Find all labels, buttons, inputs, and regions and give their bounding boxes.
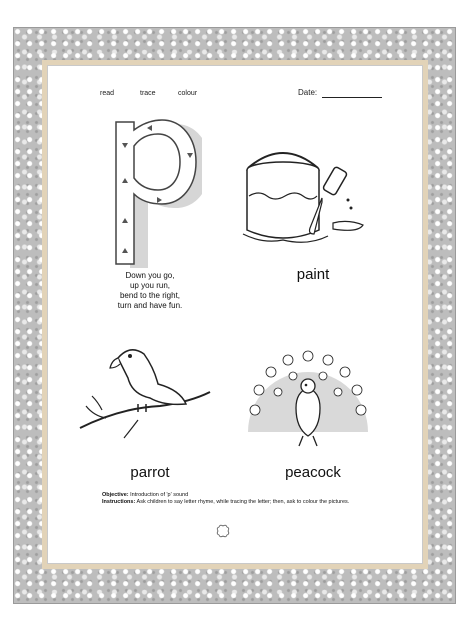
rhyme-line: turn and have fun. <box>117 301 183 310</box>
instructions-text: Ask children to say letter rhyme, while tracing the letter; then, ask to colour the pictures. <box>136 499 350 505</box>
date-field[interactable] <box>322 97 382 98</box>
paint-picture[interactable] <box>238 138 368 255</box>
parrot-icon <box>78 338 218 450</box>
parrot-picture[interactable] <box>78 338 218 455</box>
peacock-word: peacock <box>285 464 341 481</box>
read-label: read <box>100 90 115 97</box>
peacock-icon <box>243 344 373 456</box>
letter-p-icon <box>102 118 202 268</box>
objective-text: Introduction of 'p' sound <box>130 492 189 498</box>
objective-block <box>102 492 402 506</box>
rhyme-line: bend to the right, <box>119 291 181 300</box>
worksheet-page <box>47 65 423 564</box>
paint-bucket-icon <box>238 138 368 250</box>
objective-label: Objective: <box>102 492 129 498</box>
trace-label: trace <box>140 90 156 97</box>
letter-p-tracing[interactable] <box>102 118 202 268</box>
parrot-word: parrot <box>130 464 170 481</box>
flower-icon <box>215 524 231 543</box>
date-label: Date: <box>298 88 318 97</box>
paint-word: paint <box>296 266 330 283</box>
rhyme-line: Down you go, <box>125 271 175 280</box>
colour-label: colour <box>178 90 198 97</box>
letter-rhyme <box>90 271 210 311</box>
peacock-picture[interactable] <box>243 344 373 461</box>
instructions-label: Instructions: <box>102 499 136 505</box>
rhyme-line: up you run, <box>129 281 171 290</box>
